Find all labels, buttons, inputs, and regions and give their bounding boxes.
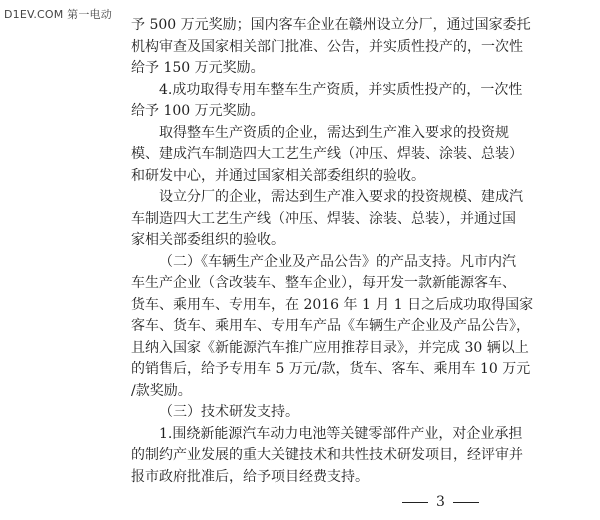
site-watermark: D1EV.COM 第一电动 bbox=[4, 8, 112, 21]
text-line: 取得整车生产资质的企业，需达到生产准入要求的投资规 bbox=[159, 124, 509, 141]
text-line: 车制造四大工艺生产线（冲压、焊装、涂装、总装），并通过国 bbox=[131, 210, 516, 227]
text-line: 模、建成汽车制造四大工艺生产线（冲压、焊装、涂装、总装） bbox=[131, 146, 523, 162]
text-line: 货车、乘用车、专用车，在 2016 年 1 月 1 日之后成功取得国家 bbox=[131, 296, 534, 313]
text-line: 的制约产业发展的重大关键技术和共性技术研发项目，经评审并 bbox=[131, 447, 523, 463]
text-line: （二）《车辆生产企业及产品公告》的产品支持。凡市内汽 bbox=[159, 253, 516, 270]
text-line: 机构审查及国家相关部门批准、公告，并实质性投产的，一次性 bbox=[131, 38, 523, 55]
text-line: 且纳入国家《新能源汽车推广应用推荐目录》，并完成 30 辆以上 bbox=[131, 339, 529, 356]
text-line: 予 500 万元奖励；国内客车企业在赣州设立分厂，通过国家委托 bbox=[131, 17, 531, 33]
text-line: 设立分厂的企业，需达到生产准入要求的投资规模、建成汽 bbox=[159, 189, 523, 205]
text-line: 4.成功取得专用车整车生产资质，并实质性投产的，一次性 bbox=[159, 81, 523, 98]
text-line: （三）技术研发支持。 bbox=[159, 404, 299, 420]
page-footer bbox=[402, 493, 479, 511]
text-line: /款奖励。 bbox=[131, 382, 192, 399]
footer-dash-right bbox=[453, 502, 479, 503]
footer-dash-left bbox=[402, 502, 428, 503]
text-line: 家相关部委组织的验收。 bbox=[131, 232, 285, 248]
text-line: 给予 100 万元奖励。 bbox=[131, 103, 265, 119]
page-number: 3 bbox=[436, 494, 445, 510]
text-line: 车生产企业（含改装车、整车企业），每开发一款新能源客车、 bbox=[131, 275, 516, 291]
text-line: 报市政府批准后，给予项目经费支持。 bbox=[131, 468, 369, 485]
text-line: 的销售后，给予专用车 5 万元/款，货车、客车、乘用车 10 万元 bbox=[131, 361, 531, 377]
text-line: 1.围绕新能源汽车动力电池等关键零部件产业，对企业承担 bbox=[159, 425, 523, 442]
text-line: 和研发中心，并通过国家相关部委组织的验收。 bbox=[131, 167, 425, 184]
text-line: 客车、货车、乘用车、专用车产品《车辆生产企业及产品公告》， bbox=[131, 318, 530, 334]
text-line: 给予 150 万元奖励。 bbox=[131, 60, 265, 76]
